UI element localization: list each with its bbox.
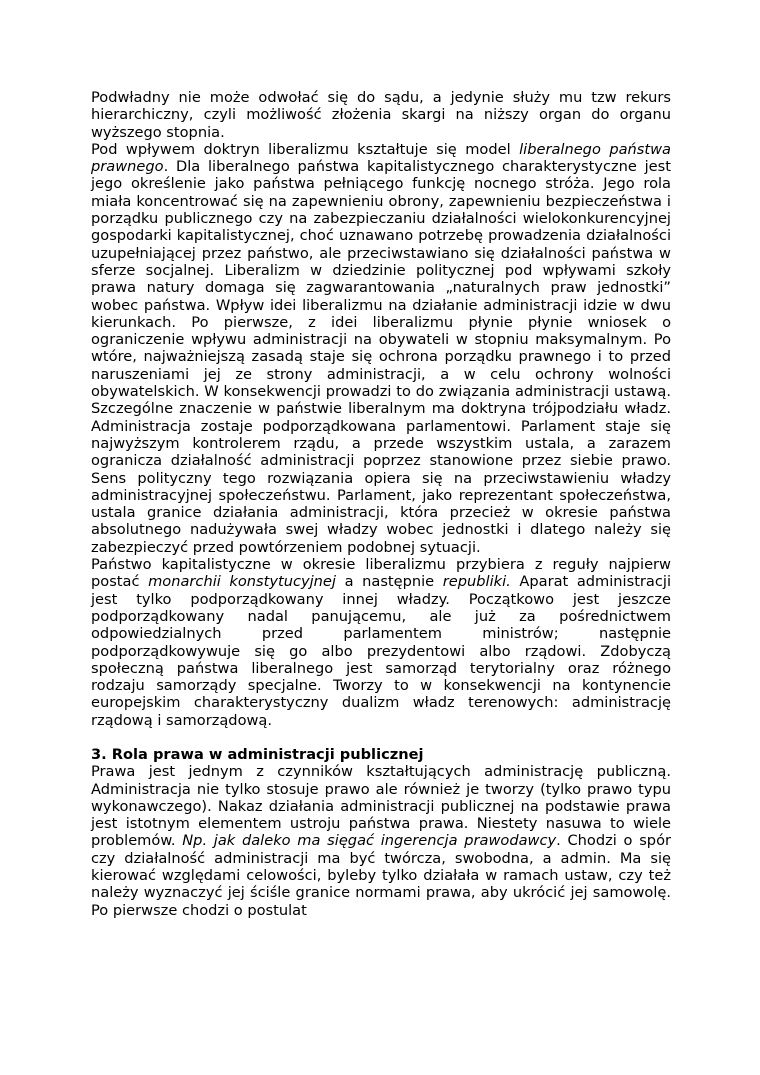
italic-term: monarchii konstytucyjnej: [148, 573, 336, 591]
text-segment: Podwładny nie może odwołać się do sądu, a jedynie służy mu tzw rekurs hierarchiczny, czyli możliwość złożenia skargi na niższy organ do organu wyższego stopnia.: [91, 89, 671, 141]
text-segment: . Chodzi o spór czy działalność administracji ma być twórcza, swobodna, a admin. Ma się kierować względami celowości, byleby tylko działała w ramach ustaw, czy też należy wyznaczyć jej ściśle granice normami prawa, aby ukrócić jej samowolę. Po pierwsze chodzi o postulat: [91, 832, 671, 919]
text-segment: a następnie: [335, 573, 443, 591]
italic-term: liberalnego państwa prawnego: [91, 140, 671, 176]
text-segment: . Dla liberalnego państwa kapitalistycznego charakterystyczne jest jego określenie jako państwa pełniącego funkcję nocnego stróża. Jego rola miała koncentrować się na zapewnieniu obrony, zapewnieniu bezpieczeństwa i porządku publicznego czy na zabezpieczaniu działalności wielokonkurencyjnej gospodarki kapitalistycznej, choć uznawano potrzebę prowadzenia działalności uzupełniającej przez państwo, ale przeciwstawiano się działalności państwa w sferze socjalnej. Liberalizm w dziedzinie politycznej pod wpływami szkoły prawa natury domaga się zagwarantowania „naturalnych praw jednostki” wobec państwa. Wpływ idei liberalizmu na działanie administracji idzie w dwu kierunkach. Po pierwsze, z idei liberalizmu płynie płynie wniosek o ograniczenie wpływu administracji na obywateli w stopniu maksymalnym. Po wtóre, najważniejszą zasadą staje się ochrona porządku prawnego i to przed naruszeniami jej ze strony administracji, a w celu ochrony wolności obywatelskich. W konsekwencji prowadzi to do związania administracji ustawą. Szczególne znaczenie w państwie liberalnym ma doktryna trójpodziału władz. Administracja zostaje podporządkowana parlamentowi. Parlament staje się najwyższym kontrolerem rządu, a przede wszystkim ustala, a zarazem ogranicza działalność administracji poprzez stanowione przez siebie prawo. Sens polityczny tego rozwiązania opiera się na przeciwstawieniu władzy administracyjnej społeczeństwu. Parlament, jako reprezentant społeczeństwa, ustala granice działania administracji, która przecież w okresie państwa absolutnego nadużywała swej władzy wobec jednostki i dlatego należy się zabezpieczyć przed powtórzeniem podobnej sytuacji.: [91, 158, 671, 556]
paragraph-rekurs: [91, 89, 671, 141]
document-page: [91, 89, 671, 919]
italic-term: republiki.: [442, 573, 511, 591]
paragraph-capitalist-state: [91, 556, 671, 729]
italic-term: Np. jak daleko ma sięgać ingerencja prawodawcy: [182, 832, 557, 850]
text-segment: Państwo kapitalistyczne w okresie liberalizmu przybiera z reguły najpierw postać: [91, 556, 671, 591]
section-heading: 3. Rola prawa w administracji publicznej: [91, 745, 424, 763]
paragraph-liberal-state: [91, 141, 671, 556]
text-segment: Pod wpływem doktryn liberalizmu kształtuje się model: [91, 140, 520, 158]
text-segment: Prawa jest jednym z czynników kształtujących administrację publiczną. Administracja nie tylko stosuje prawo ale również je tworzy (tylko prawo typu wykonawczego). Nakaz działania administracji publicznej na podstawie prawa jest istotnym elementem ustroju państwa prawa. Niestety nasuwa to wiele problemów.: [91, 763, 671, 850]
text-segment: Aparat administracji jest tylko podporządkowany innej władzy. Początkowo jest jeszcze podporządkowany nadal panującemu, ale już za pośrednictwem odpowiedzialnych przed parlamentem ministrów; następnie podporządkowywuje się go albo prezydentowi albo rządowi. Zdobyczą społeczną państwa liberalnego jest samorząd terytorialny oraz różnego rodzaju samorządy specjalne. Tworzy to w konsekwencji na kontynencie europejskim charakterystyczny dualizm władz terenowych: administrację rządową i samorządową.: [91, 573, 672, 729]
paragraph-role-of-law: [91, 763, 671, 919]
